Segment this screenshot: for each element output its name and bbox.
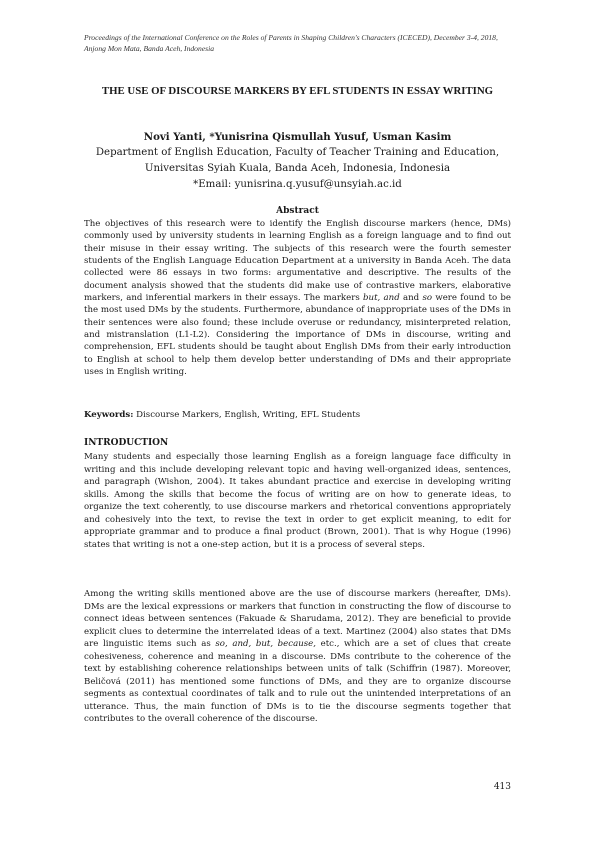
introduction-heading: INTRODUCTION	[84, 438, 169, 448]
author-email: *Email: yunisrina.q.yusuf@unsyiah.ac.id	[193, 179, 402, 190]
abstract-text-part-3: were found to be the most used DMs by the students. Furthermore, abundance of inappropriate uses of the DMs in their sentences were also found; these include overuse or redundancy, misinterpreted relation, and mistranslation (L1-L2). Considering the importance of DMs in discourse, writing and comprehension, EFL students should be taught about English DMs from their early introduction to English at school to help them develop better understanding of DMs and their appropriate uses in English writing.	[84, 293, 512, 378]
abstract-italic-so: so	[422, 293, 433, 304]
keywords-label: Keywords:	[84, 410, 134, 420]
affiliation-line-1: Department of English Education, Faculty of Teacher Training and Education,	[95, 147, 500, 158]
paper-title: THE USE OF DISCOURSE MARKERS BY EFL STUDENTS IN ESSAY WRITING	[101, 85, 494, 97]
paragraph-2-part-1: Among the writing skills mentioned above are the use of discourse markers (hereafter, DMs). DMs are the lexical expressions or markers that function in constructing the flow of discourse to connect ideas between sentences (Fakuade & Sharudama, 2012). They are beneficial to provide explicit clues to determine the interrelated ideas of a text. Martinez (2004) also states that DMs are linguistic items such as	[84, 589, 511, 649]
author-names: Novi Yanti, *Yunisrina Qismullah Yusuf, Usman Kasim	[143, 131, 452, 143]
abstract-italic-markers: but, and	[363, 293, 400, 304]
author-block	[84, 129, 511, 193]
page-number: 413	[493, 782, 511, 792]
keywords-list: Discourse Markers, English, Writing, EFL Students	[133, 410, 361, 420]
introduction-paragraph-1: Many students and especially those learning English as a foreign language face difficulty in writing and this include developing relevant topic and having well-organized ideas, sentences, and paragraph (Wishon, 2004). It takes abundant practice and exercise in developing writing skills. Among the skills that become the focus of writing are on how to generate ideas, to organize the text coherently, to use discourse markers and rhetorical conventions appropriately and cohesively into the text, to revise the text in order to get explicit meaning, to edit for appropriate grammar and to produce a final product (Brown, 2001). That is why Hogue (1996) states that writing is not a one-step action, but it is a process of several steps.	[84, 452, 511, 550]
running-header: Proceedings of the International Conference on the Roles of Parents in Shaping Children's Characters (ICECED), December 3-4, 2018, Anjong Mon Mata, Banda Aceh, Indonesia	[84, 33, 498, 53]
paragraph-2-italic-examples: so, and, but, because,	[215, 639, 316, 649]
abstract-heading: Abstract	[276, 206, 319, 216]
abstract-text-part-2: and	[399, 293, 423, 304]
affiliation-line-2: Universitas Syiah Kuala, Banda Aceh, Indonesia, Indonesia	[144, 163, 451, 174]
abstract-text-part-1: The objectives of this research were to identify the English discourse markers (hence, DMs) commonly used by university students in learning English as a foreign language and to find out their misuse in their essay writing. The subjects of this research were the fourth semester students of the English Language Education Department at a university in Banda Aceh. The data collected were 86 essays in two forms: argumentative and descriptive. The results of the document analysis showed that the students did make use of contrastive markers, elaborative markers, and inferential markers in their essays. The markers	[84, 219, 511, 304]
keywords-line	[84, 409, 511, 421]
introduction-paragraph-2	[84, 588, 511, 726]
paragraph-2-part-2: etc., which are a set of clues that create cohesiveness, coherence and meaning in a discourse. DMs contribute to the coherence of the text by establishing coherence relationships between units of talk (Schiffrin (1987). Moreover, Beličová (2011) has mentioned some functions of DMs, and they are to organize discourse segments as contextual coordinates of talk and to rule out the unintended interpretations of an utterance. Thus, the main function of DMs is to tie the discourse segments together that contributes to the overall coherence of the discourse.	[84, 639, 512, 724]
abstract-text	[84, 218, 511, 378]
